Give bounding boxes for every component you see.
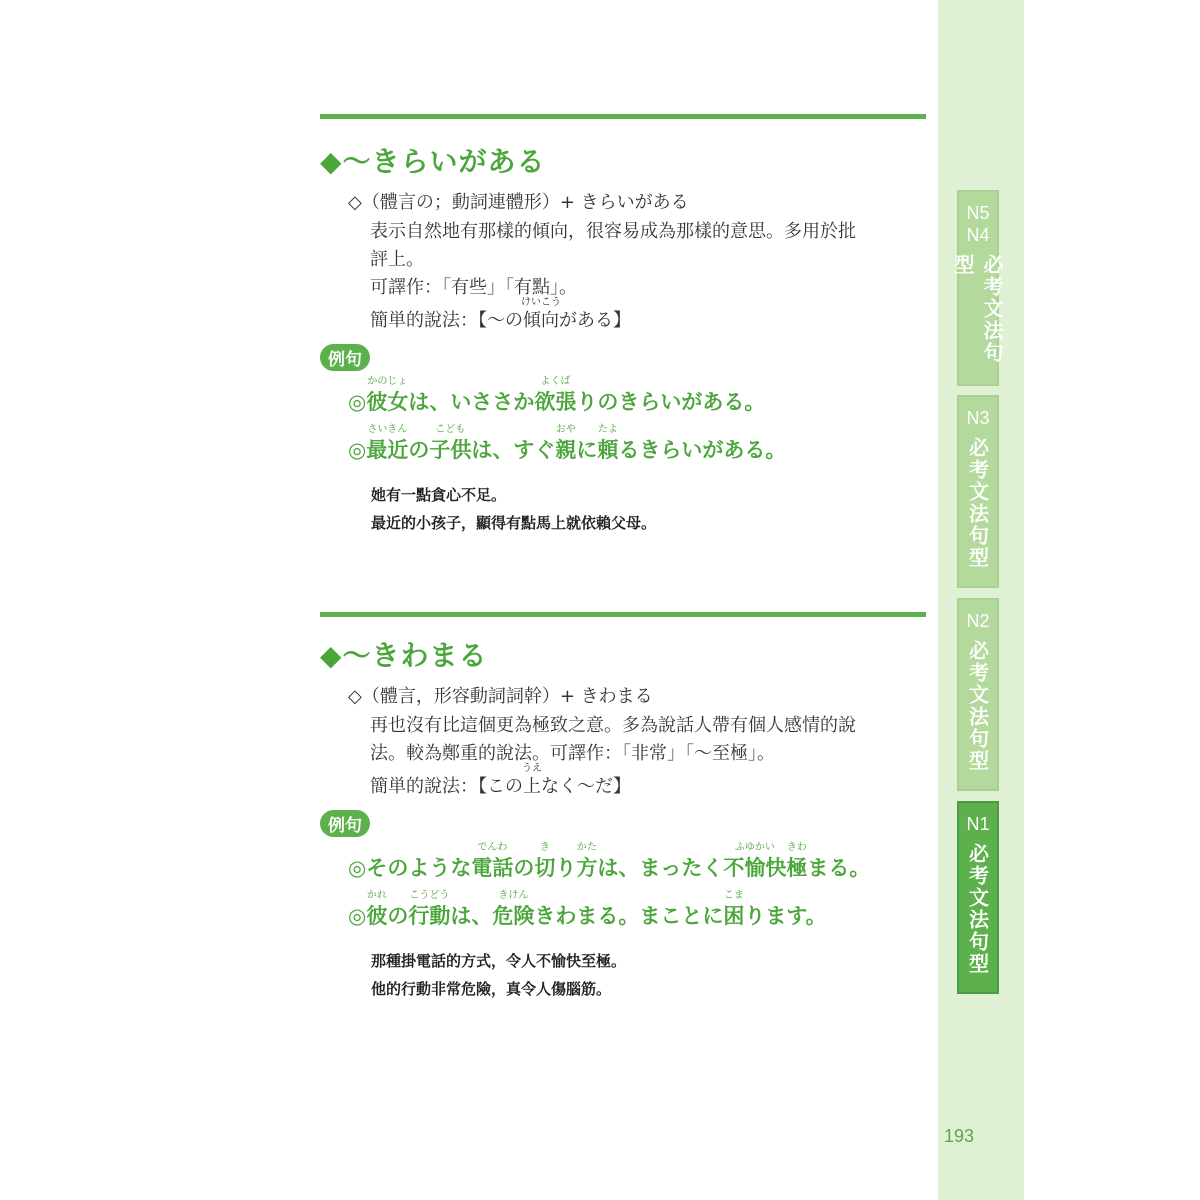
bullet-mark: ◎	[348, 390, 367, 414]
ruby-reading: きけん	[498, 890, 529, 901]
ruby-word	[555, 424, 577, 464]
tab-n1-active[interactable]	[957, 801, 999, 994]
ruby-base: 上	[523, 776, 541, 797]
tab-n2[interactable]	[957, 598, 999, 791]
translation-line: 她有一點貪心不足。	[371, 486, 507, 504]
simple-expression	[370, 763, 631, 798]
section-title: ◆～きらいがある	[320, 145, 546, 178]
sentence-text: の	[513, 856, 535, 880]
ruby-word	[492, 890, 535, 930]
ruby-reading: き	[539, 842, 550, 853]
ruby-word	[522, 763, 542, 798]
ruby-reading: こうどう	[409, 890, 450, 901]
bullet-mark: ◎	[348, 904, 367, 928]
ruby-base: 極	[786, 856, 808, 880]
ruby-word	[521, 297, 561, 332]
example-sentence	[348, 890, 827, 930]
ruby-reading: こま	[723, 890, 744, 901]
section-divider	[320, 612, 926, 617]
ruby-reading: かれ	[366, 890, 387, 901]
simple-suffix: なく～だ】	[541, 776, 631, 797]
sentence-text: の	[408, 438, 430, 462]
bullet-mark: ◎	[348, 856, 367, 880]
tab-level: N1	[966, 814, 990, 834]
ruby-base: 頼	[597, 438, 619, 462]
translation-line: 最近的小孩子，顯得有點馬上就依賴父母。	[371, 514, 657, 532]
ruby-reading: よくば	[540, 376, 571, 387]
ruby-base: 親	[555, 438, 577, 462]
ruby-base: 方	[576, 856, 598, 880]
tab-label: 必考文法句型	[951, 254, 1004, 364]
sentence-text: るきらいがある。	[618, 438, 787, 462]
grammar-pattern: ◇（體言の；動詞連體形）+ きらいがある	[348, 192, 689, 213]
ruby-reading: きわ	[786, 842, 807, 853]
sentence-text: ります。	[744, 904, 827, 928]
sentence-text: きわまる。まことに	[534, 904, 724, 928]
sentence-text: の	[387, 904, 409, 928]
sentence-text: は、いささか	[408, 390, 535, 414]
simple-expression	[370, 297, 631, 332]
ruby-word	[534, 376, 577, 416]
sentence-text: は、	[450, 904, 493, 928]
ruby-base: 不愉快	[723, 856, 787, 880]
ruby-reading: さいきん	[367, 424, 408, 435]
ruby-base: 行動	[408, 904, 451, 928]
sentence-text: は、すぐ	[471, 438, 556, 462]
ruby-word	[597, 424, 619, 464]
description-line: 再也沒有比這個更為極致之意。多為說話人帶有個人感情的說	[370, 715, 856, 736]
example-badge: 例句	[320, 810, 370, 837]
tab-label: 必考文法句型	[965, 843, 990, 975]
ruby-word	[576, 842, 598, 882]
tab-level: N3	[966, 408, 990, 428]
tab-n3[interactable]	[957, 395, 999, 588]
translation-line: 那種掛電話的方式，令人不愉快至極。	[371, 952, 627, 970]
ruby-base: 危険	[492, 904, 535, 928]
sentence-text: まる。	[807, 856, 871, 880]
ruby-base: 子供	[429, 438, 472, 462]
ruby-reading: たよ	[597, 424, 618, 435]
ruby-word	[786, 842, 808, 882]
sentence-text: そのような	[366, 856, 472, 880]
grammar-pattern: ◇（體言，形容動詞詞幹）+ きわまる	[348, 686, 653, 707]
ruby-reading: けいこう	[521, 297, 561, 308]
example-sentence	[348, 842, 871, 882]
example-sentence	[348, 424, 787, 464]
ruby-word	[366, 890, 388, 930]
ruby-reading: かのじょ	[367, 376, 408, 387]
section-divider	[320, 114, 926, 119]
sentence-text: は、まったく	[597, 856, 724, 880]
translation-note: 可譯作：「有些」「有點」。	[370, 277, 577, 298]
simple-prefix: 簡単的說法：【この	[370, 776, 523, 797]
ruby-word	[366, 376, 409, 416]
description-line: 表示自然地有那樣的傾向，很容易成為那樣的意思。多用於批	[370, 221, 856, 242]
tab-n5-n4[interactable]	[951, 190, 1004, 386]
example-sentence	[348, 376, 766, 416]
sentence-text: り	[555, 856, 577, 880]
ruby-base: 最近	[366, 438, 409, 462]
ruby-base: 傾向	[523, 310, 559, 331]
description-line: 評上。	[370, 249, 424, 270]
ruby-base: 彼女	[366, 390, 409, 414]
page-number: 193	[944, 1126, 975, 1146]
tab-level: N5	[966, 203, 990, 223]
tab-level: N4	[966, 225, 990, 245]
simple-prefix: 簡単的說法：【～の	[370, 310, 523, 331]
tab-label: 必考文法句型	[965, 640, 990, 772]
example-badge: 例句	[320, 344, 370, 371]
ruby-reading: こども	[435, 424, 466, 435]
sentence-text: に	[576, 438, 598, 462]
ruby-reading: ふゆかい	[734, 842, 775, 853]
ruby-base: 困	[723, 904, 745, 928]
ruby-word	[723, 890, 745, 930]
ruby-word	[429, 424, 472, 464]
simple-suffix: がある】	[559, 310, 631, 331]
section-title: ◆～きわまる	[320, 639, 488, 672]
ruby-word	[723, 842, 787, 882]
bullet-mark: ◎	[348, 438, 367, 462]
ruby-base: 欲張	[534, 390, 577, 414]
ruby-base: 切	[534, 856, 556, 880]
ruby-word	[408, 890, 451, 930]
ruby-reading: おや	[555, 424, 576, 435]
ruby-word	[471, 842, 514, 882]
ruby-base: 彼	[366, 904, 388, 928]
translation-line: 他的行動非常危險，真令人傷腦筋。	[371, 980, 612, 998]
ruby-reading: かた	[576, 842, 597, 853]
ruby-word	[534, 842, 556, 882]
sentence-text: りのきらいがある。	[576, 390, 766, 414]
ruby-reading: でんわ	[477, 842, 508, 853]
ruby-reading: うえ	[522, 763, 542, 774]
tab-level: N2	[966, 611, 990, 631]
tab-label: 必考文法句型	[965, 437, 990, 569]
ruby-word	[366, 424, 409, 464]
description-line: 法。較為鄭重的說法。可譯作：「非常」「～至極」。	[370, 743, 775, 764]
ruby-base: 電話	[471, 856, 514, 880]
